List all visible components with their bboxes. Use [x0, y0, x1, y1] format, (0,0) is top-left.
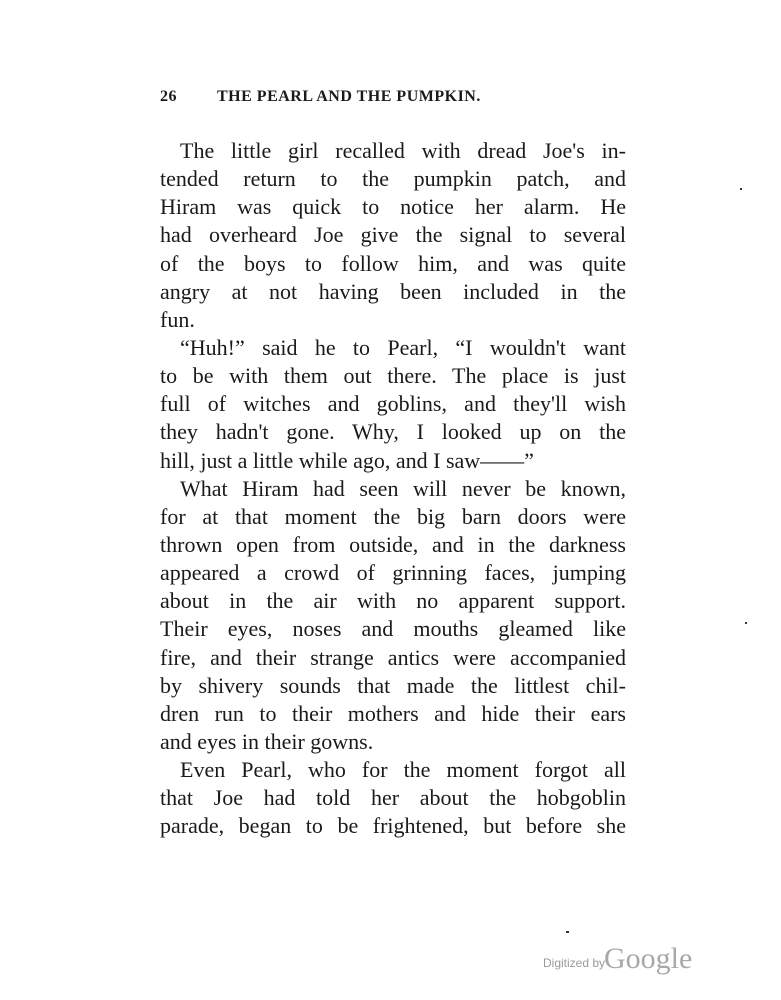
text-line: full of witches and goblins, and they'll wish [160, 391, 626, 417]
text-line: of the boys to follow him, and was quite [160, 250, 626, 276]
text-line: about in the air with no apparent support. [160, 588, 626, 614]
text-line: fun. [160, 306, 195, 332]
text-line: to be with them out there. The place is just [160, 363, 626, 389]
text-line: and eyes in their gowns. [160, 728, 374, 754]
running-title: THE PEARL AND THE PUMPKIN. [217, 88, 481, 105]
text-line: appeared a crowd of grinning faces, jumping [160, 560, 626, 586]
page-number: 26 [160, 88, 177, 105]
google-logo: Google [604, 942, 693, 975]
running-header [160, 88, 626, 112]
text-line: they hadn't gone. Why, I looked up on the [160, 419, 626, 445]
text-line: What Hiram had seen will never be known, [180, 475, 626, 501]
scan-speck [740, 188, 742, 190]
text-line: tended return to the pumpkin patch, and [160, 166, 626, 192]
text-line: had overheard Joe give the signal to several [160, 222, 626, 248]
text-line: that Joe had told her about the hobgoblin [160, 785, 626, 811]
scan-speck [745, 622, 747, 624]
scan-speck [566, 931, 569, 933]
text-line: The little girl recalled with dread Joe's in- [180, 138, 626, 163]
text-line: thrown open from outside, and in the darkness [160, 531, 626, 557]
text-line: angry at not having been included in the [160, 278, 626, 304]
text-line: fire, and their strange antics were accompanied [160, 644, 626, 670]
text-line: parade, began to be frightened, but before she [160, 813, 626, 839]
text-line: for at that moment the big barn doors were [160, 503, 626, 529]
text-line: by shivery sounds that made the littlest chil- [160, 672, 626, 698]
text-line: Hiram was quick to notice her alarm. He [160, 194, 626, 220]
text-line: Their eyes, noses and mouths gleamed like [160, 616, 626, 642]
text-line: Even Pearl, who for the moment forgot all [180, 757, 626, 783]
text-line: “Huh!” said he to Pearl, “I wouldn't want [180, 334, 626, 360]
page-body-text [160, 137, 626, 841]
digitized-by-label: Digitized by [543, 956, 606, 970]
text-line: dren run to their mothers and hide their ears [160, 700, 626, 726]
text-line: hill, just a little while ago, and I saw——” [160, 447, 534, 473]
